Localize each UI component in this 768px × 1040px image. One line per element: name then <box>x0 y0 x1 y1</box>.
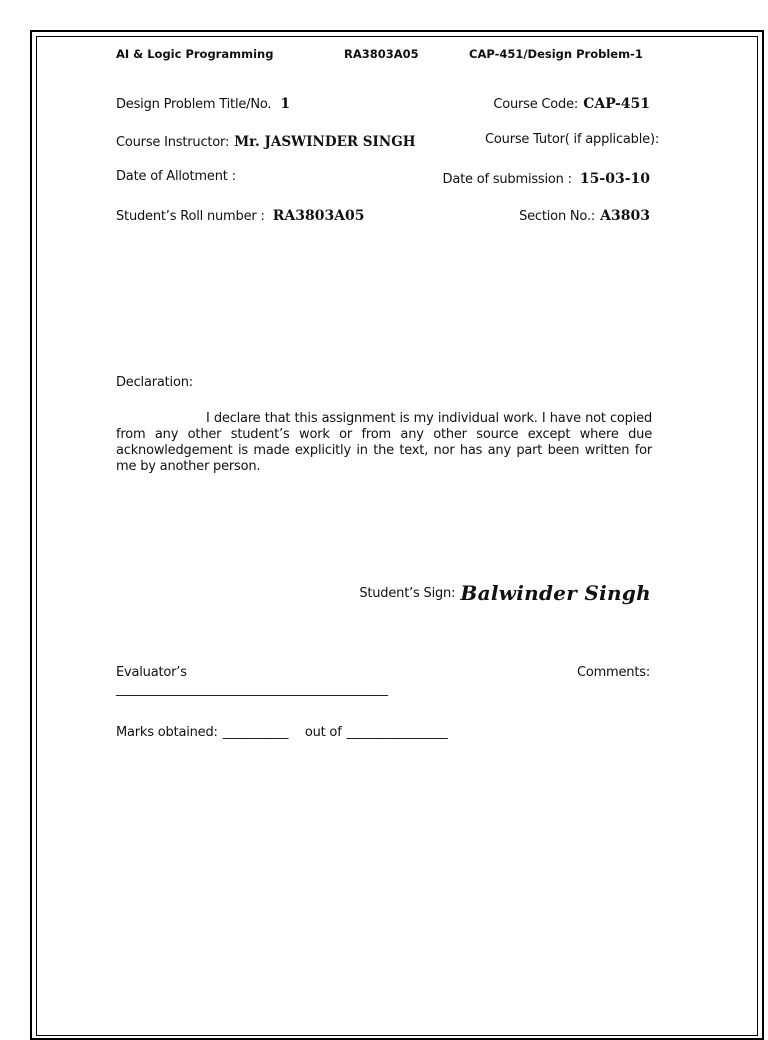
header-roll-no: RA3803A05 <box>344 47 419 61</box>
out-of-blank: _________________ <box>346 725 447 740</box>
evaluator-label: Evaluator’s <box>116 665 187 680</box>
marks-field <box>116 721 447 740</box>
header-course-title: AI & Logic Programming <box>116 47 274 61</box>
declaration-paragraph <box>116 411 652 475</box>
declaration-text: I declare that this assignment is my individual work. I have not copied from any other student’s work or from any other source except where due acknowledgement is made explicitly in the text, nor has any part been written for me by another person. <box>116 411 652 474</box>
design-problem-field <box>116 93 290 112</box>
course-code-field <box>493 93 650 112</box>
section-value: A3803 <box>600 208 650 224</box>
declaration-heading: Declaration: <box>116 375 193 390</box>
submission-field <box>443 168 650 187</box>
section-label: Section No.: <box>519 209 596 224</box>
section-field <box>519 205 650 224</box>
student-signature-field <box>359 581 651 605</box>
header-course-problem: CAP-451/Design Problem-1 <box>469 47 643 61</box>
evaluator-comment-line: ______________________________________________ <box>116 682 388 697</box>
roll-number-value: RA3803A05 <box>272 208 365 224</box>
comments-label: Comments: <box>576 665 650 680</box>
submission-value: 15-03-10 <box>579 171 650 187</box>
roll-number-field <box>116 205 365 224</box>
submission-label: Date of submission : <box>442 172 572 187</box>
allotment-label: Date of Allotment : <box>116 169 236 184</box>
marks-label: Marks obtained: <box>116 725 218 740</box>
course-code-label: Course Code: <box>493 97 579 112</box>
signature-name: Balwinder Singh <box>460 581 651 605</box>
design-problem-value: 1 <box>280 96 291 112</box>
instructor-field <box>116 131 415 150</box>
tutor-label: Course Tutor( if applicable): <box>485 132 659 147</box>
marks-blank: ___________ <box>222 725 288 740</box>
out-of-label: out of <box>304 725 342 740</box>
signature-label: Student’s Sign: <box>359 586 456 601</box>
roll-number-label: Student’s Roll number : <box>116 209 265 224</box>
course-code-value: CAP-451 <box>583 96 650 112</box>
design-problem-label: Design Problem Title/No. <box>116 97 272 112</box>
instructor-label: Course Instructor: <box>116 135 230 150</box>
instructor-value: Mr. JASWINDER SINGH <box>234 134 416 150</box>
